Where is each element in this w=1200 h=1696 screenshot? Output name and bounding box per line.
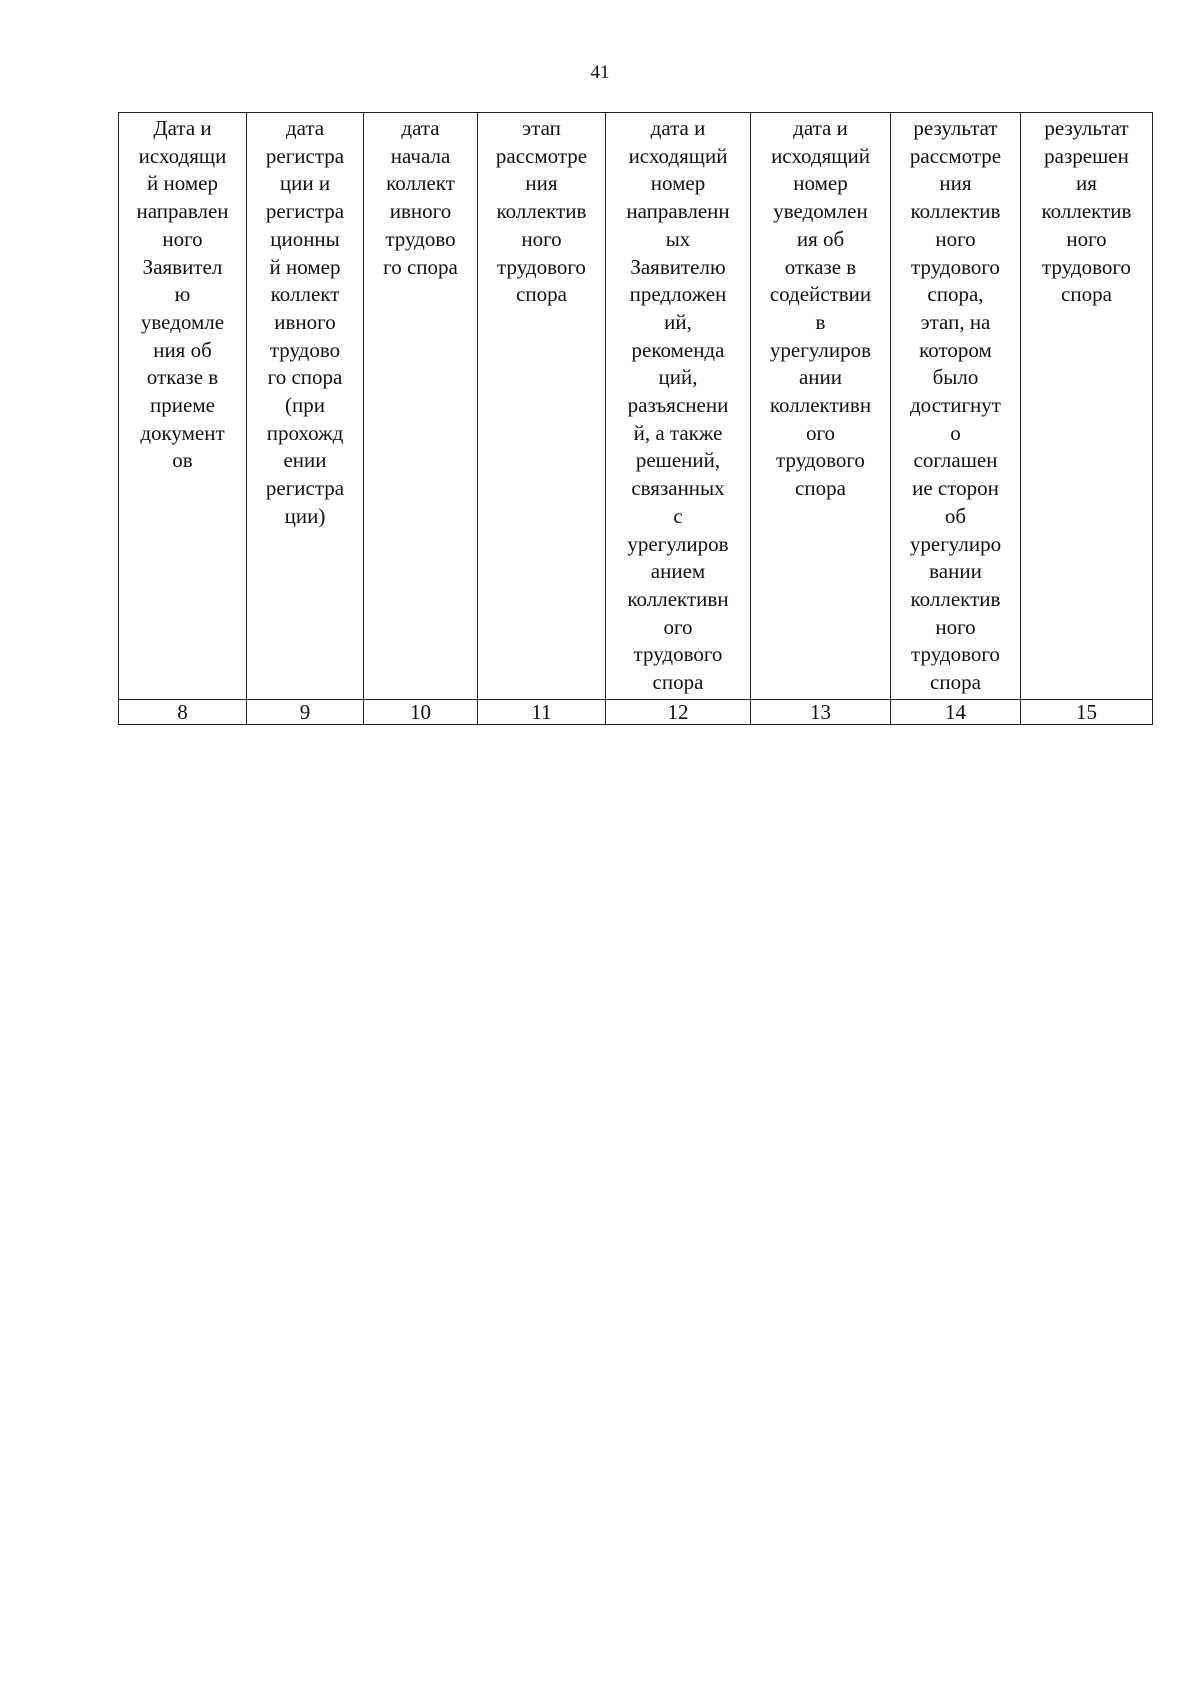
header-text-line: трудового (1042, 254, 1131, 279)
header-text-line: й, а также (633, 420, 723, 445)
header-text-line: дата (285, 116, 325, 140)
header-text-line: вании (929, 559, 982, 584)
header-text-line: коллектив (910, 586, 1001, 611)
header-text-line: ия (1076, 171, 1097, 196)
header-text-line: ий, (664, 309, 692, 334)
header-text-line: связанных (631, 476, 725, 501)
header-text-line: коллектив (910, 199, 1001, 224)
header-text-line: Заявител (142, 254, 223, 279)
header-text-line: (при (285, 393, 325, 418)
header-text-line: исходящий (771, 143, 870, 168)
header-text-line: разрешен (1044, 143, 1129, 168)
header-cell-col-9 (247, 113, 364, 700)
header-text-line: урегулиров (769, 337, 872, 362)
header-text-line: ного (1066, 226, 1107, 251)
header-text-line: ивного (389, 199, 452, 224)
header-text-line: спора (930, 670, 981, 695)
header-text-line: об (944, 503, 967, 528)
header-text-line: ых (665, 226, 691, 251)
header-text-line: документ (140, 420, 225, 445)
header-text-line: достигнут (910, 393, 1001, 418)
header-text-line: содействии (769, 282, 872, 307)
header-text-line: ении (283, 448, 327, 473)
header-text-line: ия об (796, 226, 845, 251)
header-text-line: направлен (136, 199, 229, 224)
header-text-line: Заявителю (630, 254, 726, 279)
header-text-line: регистра (265, 199, 345, 224)
header-text-line: о (950, 420, 961, 445)
column-number: 12 (606, 700, 751, 725)
header-text-line: ционны (270, 226, 340, 251)
column-number: 14 (891, 700, 1021, 725)
column-number: 13 (751, 700, 891, 725)
header-text-line: ого (805, 420, 836, 445)
column-number: 10 (364, 700, 478, 725)
header-cell-col-15 (1021, 113, 1153, 700)
header-text-line: ния об (153, 337, 212, 362)
header-text-line: в (815, 309, 826, 334)
header-text-line: предложен (629, 282, 727, 307)
header-text-line: этап (522, 116, 561, 140)
header-text-line: отказе в (146, 365, 219, 390)
header-text-line: направленн (626, 199, 730, 224)
column-number: 8 (119, 700, 247, 725)
column-number: 11 (478, 700, 606, 725)
header-text-line: урегулиров (627, 531, 729, 556)
header-cell-col-14 (891, 113, 1021, 700)
header-text-line: регистра (265, 143, 345, 168)
header-text-line: номер (650, 171, 706, 196)
header-text-line: й номер (269, 254, 341, 279)
header-text-line: коллективн (627, 586, 729, 611)
header-text-line: ного (935, 614, 976, 639)
header-cell-col-13 (751, 113, 891, 700)
header-text-line: номер (793, 171, 848, 196)
header-text-line: трудово (269, 337, 341, 362)
header-text-line: уведомлен (773, 199, 868, 224)
header-text-line: приеме (150, 393, 215, 418)
header-text-line: коллект (270, 282, 340, 307)
header-text-line: спора (652, 670, 704, 695)
header-text-line: урегулиро (909, 531, 1002, 556)
header-text-line: дата и (650, 116, 706, 140)
header-text-line: коллектив (1041, 199, 1132, 224)
header-cell-col-8 (119, 113, 247, 700)
header-text-line: исходящий (628, 143, 728, 168)
header-text-line: ций, (658, 365, 698, 390)
column-number: 9 (247, 700, 364, 725)
header-text-line: го спора (383, 254, 458, 279)
column-number-row (119, 700, 1153, 725)
header-text-line: спора (795, 476, 846, 501)
header-text-line: трудового (633, 642, 723, 667)
header-text-line: спора (516, 282, 567, 307)
header-text-line: трудового (911, 254, 1000, 279)
header-text-line: ции и (279, 171, 331, 196)
header-text-line: трудового (497, 254, 586, 279)
header-text-line: с (673, 503, 683, 528)
register-table (118, 112, 1153, 725)
header-text-line: дата и (793, 116, 848, 140)
header-cell-col-10 (364, 113, 478, 700)
header-text-line: котором (919, 337, 992, 362)
header-text-line: ного (521, 226, 562, 251)
header-text-line: разъяснени (627, 393, 729, 418)
header-text-line: результат (913, 116, 998, 140)
header-text-line: дата (401, 116, 440, 140)
header-text-line: ов (172, 448, 193, 473)
header-text-line: коллект (386, 171, 455, 196)
header-text-line: решений, (635, 448, 721, 473)
header-text-line: трудового (776, 448, 865, 473)
header-text-line: ивного (274, 309, 336, 334)
header-text-line: этап, на (920, 309, 991, 334)
header-text-line: ю (174, 282, 191, 307)
header-text-line: соглашен (913, 448, 998, 473)
header-text-line: ния (939, 171, 972, 196)
header-text-line: ании (798, 365, 843, 390)
header-text-line: прохожд (266, 420, 344, 445)
header-text-line: рассмотре (909, 143, 1002, 168)
header-text-line: было (932, 365, 979, 390)
header-text-line: регистра (265, 476, 345, 501)
header-text-line: коллективн (769, 393, 872, 418)
header-text-line: результат (1044, 116, 1129, 140)
header-text-line: рассмотре (495, 143, 588, 168)
header-text-line: Дата и (153, 116, 212, 140)
page-number: 41 (590, 62, 610, 83)
header-text-line: спора (1061, 282, 1112, 307)
header-cell-col-12 (606, 113, 751, 700)
header-text-line: го спора (267, 365, 343, 390)
header-text-line: й номер (147, 171, 218, 196)
header-text-line: ного (935, 226, 976, 251)
header-text-line: рекоменда (631, 337, 725, 362)
header-text-line: коллектив (496, 199, 587, 224)
header-text-line: ного (162, 226, 203, 251)
header-text-line: ие сторон (912, 476, 999, 501)
header-text-line: трудово (385, 226, 456, 251)
header-text-line: ния (525, 171, 558, 196)
column-number: 15 (1021, 700, 1153, 725)
header-row (119, 113, 1153, 700)
header-text-line: трудового (911, 642, 1000, 667)
header-text-line: анием (650, 559, 706, 584)
header-text-line: исходящи (138, 143, 227, 168)
header-text-line: начала (390, 143, 451, 168)
header-text-line: спора, (927, 282, 984, 307)
header-cell-col-11 (478, 113, 606, 700)
header-text-line: уведомле (140, 309, 225, 334)
header-text-line: ого (663, 614, 693, 639)
header-text-line: отказе в (784, 254, 857, 279)
header-text-line: ции) (284, 503, 326, 528)
